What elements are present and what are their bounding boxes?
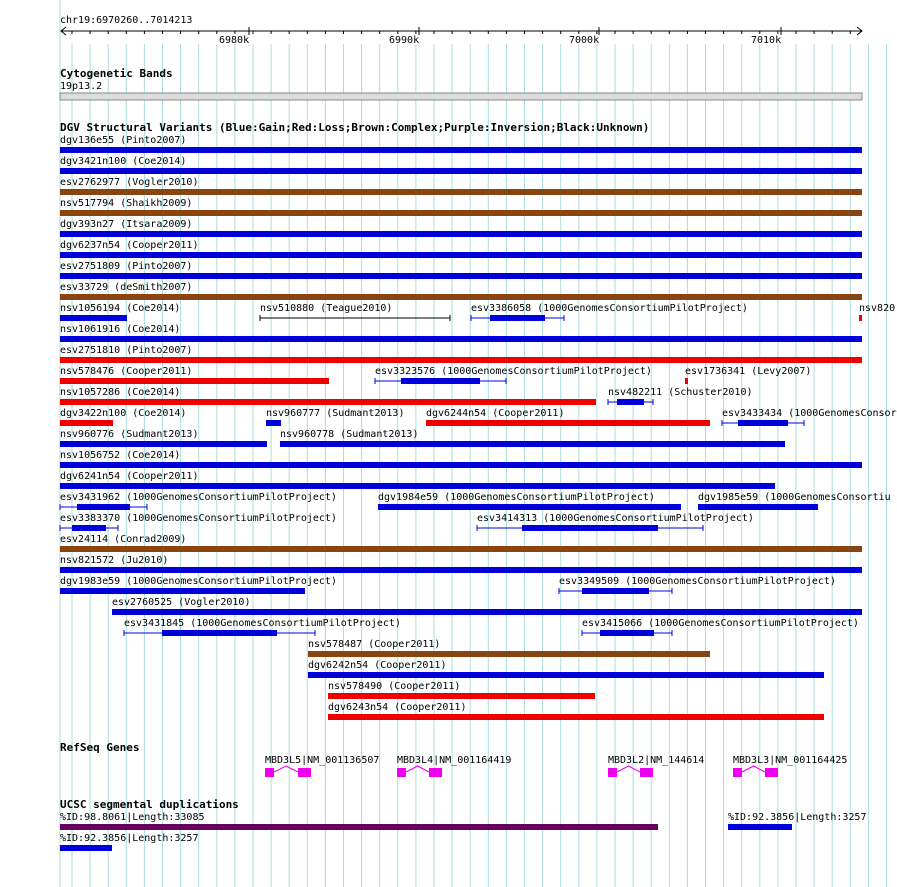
variant-bar [328,693,595,699]
variant-label[interactable]: esv3433434 (1000GenomesConsor [722,408,897,419]
gene-exon [429,768,442,777]
variant-label[interactable]: esv33729 (deSmith2007) [60,282,193,293]
ruler-tick-label: 7000k [569,35,600,46]
variant-label[interactable]: dgv1983e59 (1000GenomesConsortiumPilotProject) [60,576,337,587]
variant-label[interactable]: esv2760525 (Vogler2010) [112,597,251,608]
variant-label[interactable]: nsv517794 (Shaikh2009) [60,198,193,209]
variant-label[interactable]: esv24114 (Conrad2009) [60,534,187,545]
variant-label[interactable]: esv3386058 (1000GenomesConsortiumPilotProject) [471,303,748,314]
variant-bar [490,315,545,321]
variant-bar [162,630,277,636]
variant-bar [859,315,862,321]
variant-bar [72,525,106,531]
variant-bar [582,588,649,594]
variant-bar [60,210,862,216]
variant-bar [77,504,130,510]
variant-label[interactable]: dgv136e55 (Pinto2007) [60,135,187,146]
gene-intron [617,766,640,772]
variant-label[interactable]: dgv6242n54 (Cooper2011) [308,660,447,671]
variant-label[interactable]: nsv1061916 (Coe2014) [60,324,181,335]
variant-label[interactable]: nsv510880 (Teague2010) [260,303,393,314]
cytoband-track-title[interactable]: Cytogenetic Bands [60,67,173,80]
gene-exon [733,768,742,777]
gene-label[interactable]: MBD3L2|NM_144614 [608,755,705,766]
segdup-bar [60,845,112,851]
variant-bar [60,378,329,384]
variant-label[interactable]: esv3349509 (1000GenomesConsortiumPilotProject) [559,576,836,587]
cytoband-label: 19p13.2 [60,81,103,92]
gene-exon [298,768,311,777]
ruler-tick-label: 6990k [389,35,420,46]
variant-bar [60,441,267,447]
variant-label[interactable]: nsv820 [859,303,896,314]
variant-bar [426,420,710,426]
variant-label[interactable]: nsv1056752 (Coe2014) [60,450,181,461]
variant-bar [280,441,785,447]
variant-bar [60,357,862,363]
variant-label[interactable]: dgv1985e59 (1000GenomesConsortiu [698,492,891,503]
variant-label[interactable]: dgv3422n100 (Coe2014) [60,408,187,419]
variant-bar [60,546,862,552]
variant-bar [60,294,862,300]
variant-label[interactable]: esv2751809 (Pinto2007) [60,261,193,272]
refseq-track-title[interactable]: RefSeq Genes [60,741,140,754]
segdup-label[interactable]: %ID:92.3856|Length:3257 [60,833,199,844]
variant-bar [60,231,862,237]
variant-label[interactable]: dgv3421n100 (Coe2014) [60,156,187,167]
variant-bar [60,315,127,321]
ruler-tick-label: 7010k [751,35,782,46]
variant-label[interactable]: esv2762977 (Vogler2010) [60,177,199,188]
variant-label[interactable]: esv3431962 (1000GenomesConsortiumPilotProject) [60,492,337,503]
variant-label[interactable]: nsv578490 (Cooper2011) [328,681,461,692]
variant-bar [60,252,862,258]
variant-label[interactable]: dgv6243n54 (Cooper2011) [328,702,467,713]
variant-bar [698,504,818,510]
variant-label[interactable]: esv3323576 (1000GenomesConsortiumPilotProject) [375,366,652,377]
variant-label[interactable]: nsv960776 (Sudmant2013) [60,429,199,440]
variant-bar [685,378,688,384]
variant-label[interactable]: dgv6241n54 (Cooper2011) [60,471,199,482]
variant-bar [60,147,862,153]
variant-bar [60,483,775,489]
gene-intron [406,766,429,772]
gene-label[interactable]: MBD3L5|NM_001136507 [265,755,380,766]
segdup-track-title[interactable]: UCSC segmental duplications [60,798,239,811]
variant-label[interactable]: nsv1057286 (Coe2014) [60,387,181,398]
variant-label[interactable]: nsv960777 (Sudmant2013) [266,408,405,419]
gene-intron [742,766,765,772]
variant-bar [60,189,862,195]
variant-bar [60,420,113,426]
variant-label[interactable]: esv3415066 (1000GenomesConsortiumPilotProject) [582,618,859,629]
variant-bar [60,399,596,405]
segdup-label[interactable]: %ID:98.8061|Length:33085 [60,812,205,823]
gene-exon [608,768,617,777]
variant-bar [60,462,862,468]
variant-label[interactable]: dgv6244n54 (Cooper2011) [426,408,565,419]
ruler-tick-label: 6980k [219,35,250,46]
variant-bar [60,336,862,342]
variant-bar [617,399,644,405]
gene-exon [640,768,653,777]
gene-exon [765,768,778,777]
variant-bar [738,420,788,426]
gene-intron [274,766,298,772]
variant-label[interactable]: esv1736341 (Levy2007) [685,366,812,377]
variant-bar [600,630,654,636]
variant-bar [266,420,281,426]
cytoband-bar [60,93,862,100]
variant-bar [112,609,862,615]
variant-label[interactable]: nsv1056194 (Coe2014) [60,303,181,314]
variant-label[interactable]: nsv482211 (Schuster2010) [608,387,753,398]
gene-label[interactable]: MBD3L4|NM_001164419 [397,755,512,766]
variant-bar [328,714,824,720]
variant-bar [60,567,862,573]
variant-bar [60,273,862,279]
variant-label[interactable]: esv3383370 (1000GenomesConsortiumPilotProject) [60,513,337,524]
variant-bar [308,651,710,657]
variant-bar [60,168,862,174]
segdup-bar [60,824,658,830]
gene-label[interactable]: MBD3L3|NM_001164425 [733,755,848,766]
variant-label[interactable]: nsv960778 (Sudmant2013) [280,429,419,440]
variant-label[interactable]: esv2751810 (Pinto2007) [60,345,193,356]
variant-label[interactable]: esv3414313 (1000GenomesConsortiumPilotProject) [477,513,754,524]
variant-bar [378,504,681,510]
position-label: chr19:6970260..7014213 [60,15,193,26]
variant-label[interactable]: esv3431845 (1000GenomesConsortiumPilotProject) [124,618,401,629]
variant-bar [60,588,305,594]
variant-label[interactable]: nsv578487 (Cooper2011) [308,639,441,650]
variant-label[interactable]: dgv393n27 (Itsara2009) [60,219,193,230]
variant-label[interactable]: dgv6237n54 (Cooper2011) [60,240,199,251]
variant-bar [401,378,480,384]
gene-exon [397,768,406,777]
dgv-track-title[interactable]: DGV Structural Variants (Blue:Gain;Red:Loss;Brown:Complex;Purple:Inversion;Black:Unknown) [60,121,650,134]
gene-exon [265,768,274,777]
segdup-bar [728,824,792,830]
segdup-label[interactable]: %ID:92.3856|Length:3257 [728,812,867,823]
variant-bar [522,525,658,531]
variant-label[interactable]: dgv1984e59 (1000GenomesConsortiumPilotProject) [378,492,655,503]
variant-label[interactable]: nsv821572 (Ju2010) [60,555,169,566]
variant-label[interactable]: nsv578476 (Cooper2011) [60,366,193,377]
variant-bar [308,672,824,678]
